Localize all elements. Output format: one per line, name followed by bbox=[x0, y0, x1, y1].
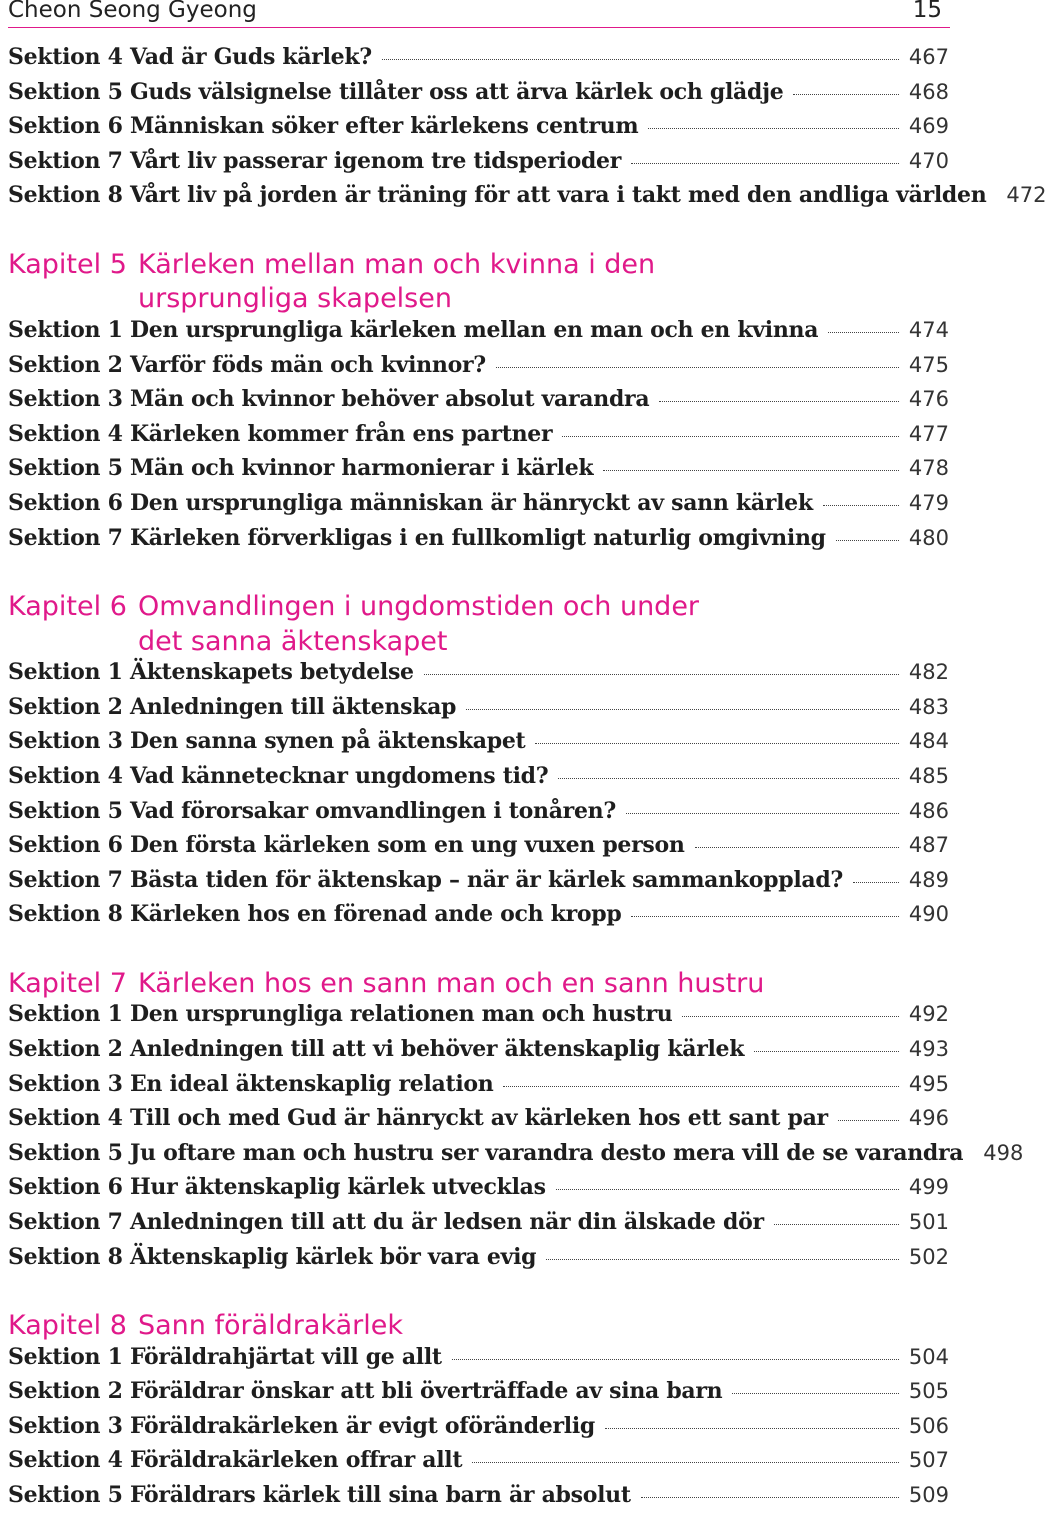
table-of-contents bbox=[8, 44, 1047, 1517]
toc-entry[interactable] bbox=[8, 148, 949, 183]
toc-entry-page: 468 bbox=[908, 79, 949, 104]
toc-entry-page: 490 bbox=[908, 902, 949, 927]
toc-entry-label: Sektion 3 Män och kvinnor behöver absolut varandra bbox=[8, 386, 650, 413]
toc-entry-label: Sektion 5 Ju oftare man och hustru ser varandra desto mera vill de se varandra bbox=[8, 1139, 964, 1166]
dot-leader bbox=[503, 1086, 898, 1087]
toc-entry[interactable] bbox=[8, 659, 949, 694]
dot-leader bbox=[472, 1462, 899, 1463]
chapter-title-continuation: ursprungliga skapelsen bbox=[138, 283, 452, 315]
toc-entry-page: 507 bbox=[908, 1448, 949, 1473]
toc-entry-label: Sektion 6 Den ursprungliga människan är hänryckt av sann kärlek bbox=[8, 489, 813, 516]
dot-leader bbox=[695, 847, 899, 848]
toc-entry-label: Sektion 1 Den ursprungliga kärleken mellan en man och en kvinna bbox=[8, 316, 819, 343]
dot-leader bbox=[732, 1393, 899, 1394]
chapter-number: Kapitel 8 bbox=[8, 1310, 127, 1342]
toc-entry-page: 475 bbox=[908, 352, 949, 377]
toc-entry-label: Sektion 4 Kärleken kommer från ens partner bbox=[8, 420, 553, 447]
toc-entry-label: Sektion 3 En ideal äktenskaplig relation bbox=[8, 1070, 494, 1097]
chapter-title: Kärleken hos en sann man och en sann hustru bbox=[138, 967, 765, 999]
toc-entry-label: Sektion 8 Vårt liv på jorden är träning för att vara i takt med den andliga världen bbox=[8, 182, 987, 209]
toc-entry[interactable] bbox=[8, 113, 949, 148]
dot-leader bbox=[424, 674, 899, 675]
toc-entry-label: Sektion 6 Människan söker efter kärlekens centrum bbox=[8, 113, 639, 140]
toc-entry[interactable] bbox=[8, 352, 949, 387]
toc-entry-label: Sektion 4 Vad är Guds kärlek? bbox=[8, 44, 372, 70]
toc-entry-page: 478 bbox=[908, 456, 949, 481]
toc-entry-label: Sektion 7 Anledningen till att du är ledsen när din älskade dör bbox=[8, 1208, 764, 1235]
dot-leader bbox=[603, 470, 899, 471]
dot-leader bbox=[546, 1259, 899, 1260]
toc-entry-label: Sektion 1 Äktenskapets betydelse bbox=[8, 659, 414, 686]
toc-entry-page: 486 bbox=[908, 798, 949, 823]
toc-entry[interactable] bbox=[8, 1413, 949, 1448]
dot-leader bbox=[682, 1016, 898, 1017]
toc-entry[interactable] bbox=[8, 1071, 949, 1106]
chapter-number: Kapitel 5 bbox=[8, 248, 127, 280]
toc-entry-label: Sektion 4 Till och med Gud är hänryckt av kärleken hos ett sant par bbox=[8, 1105, 828, 1132]
running-header-title: Cheon Seong Gyeong bbox=[8, 0, 257, 23]
dot-leader bbox=[556, 1189, 899, 1190]
toc-entry[interactable] bbox=[8, 317, 949, 352]
toc-entry[interactable] bbox=[8, 421, 949, 456]
toc-entry[interactable] bbox=[8, 728, 949, 763]
dot-leader bbox=[562, 436, 899, 437]
dot-leader bbox=[466, 709, 899, 710]
toc-entry-label: Sektion 1 Den ursprungliga relationen man och hustru bbox=[8, 1001, 673, 1028]
toc-entry-label: Sektion 5 Guds välsignelse tillåter oss att ärva kärlek och glädje bbox=[8, 78, 784, 105]
toc-entry[interactable] bbox=[8, 1105, 949, 1140]
dot-leader bbox=[853, 882, 899, 883]
toc-entry-label: Sektion 6 Hur äktenskaplig kärlek utvecklas bbox=[8, 1174, 546, 1201]
dot-leader bbox=[631, 163, 899, 164]
toc-entry[interactable] bbox=[8, 832, 949, 867]
dot-leader bbox=[774, 1224, 899, 1225]
chapter-block bbox=[8, 590, 949, 936]
toc-entry-page: 501 bbox=[908, 1209, 949, 1234]
toc-entry-page: 484 bbox=[908, 729, 949, 754]
toc-entry[interactable] bbox=[8, 490, 949, 525]
chapter-number: Kapitel 6 bbox=[8, 591, 127, 623]
toc-entry-page: 505 bbox=[908, 1379, 949, 1404]
chapter-list bbox=[8, 248, 1024, 1517]
dot-leader bbox=[496, 367, 899, 368]
toc-entry-page: 506 bbox=[908, 1413, 949, 1438]
toc-entry-label: Sektion 4 Vad kännetecknar ungdomens tid? bbox=[8, 762, 549, 789]
toc-entry-label: Sektion 2 Anledningen till äktenskap bbox=[8, 693, 457, 720]
chapter-title: Kärleken mellan man och kvinna i den bbox=[138, 248, 656, 280]
dot-leader bbox=[382, 59, 899, 60]
dot-leader bbox=[626, 813, 899, 814]
chapter-heading[interactable] bbox=[8, 967, 949, 1002]
dot-leader bbox=[823, 505, 899, 506]
toc-entry[interactable] bbox=[8, 1001, 949, 1036]
toc-entry[interactable] bbox=[8, 1036, 949, 1071]
toc-entry[interactable] bbox=[8, 1344, 949, 1379]
dot-leader bbox=[631, 916, 898, 917]
toc-entry-label: Sektion 6 Den första kärleken som en ung vuxen person bbox=[8, 832, 685, 859]
running-header bbox=[8, 0, 950, 28]
chapter-title-continuation: det sanna äktenskapet bbox=[138, 625, 448, 657]
toc-entry-page: 496 bbox=[908, 1106, 949, 1131]
toc-entry[interactable] bbox=[8, 1482, 949, 1517]
toc-entry[interactable] bbox=[8, 763, 949, 798]
dot-leader bbox=[659, 401, 899, 402]
dot-leader bbox=[754, 1051, 899, 1052]
toc-entry-label: Sektion 7 Kärleken förverkligas i en fullkomligt naturlig omgivning bbox=[8, 524, 826, 551]
toc-entry[interactable] bbox=[8, 79, 949, 114]
dot-leader bbox=[641, 1497, 899, 1498]
toc-entry-page: 504 bbox=[908, 1344, 949, 1369]
toc-entry-label: Sektion 7 Bästa tiden för äktenskap – när är kärlek sammankopplad? bbox=[8, 866, 843, 893]
chapter-title: Omvandlingen i ungdomstiden och under bbox=[138, 591, 700, 623]
dot-leader bbox=[605, 1428, 899, 1429]
toc-entry-label: Sektion 2 Varför föds män och kvinnor? bbox=[8, 351, 486, 378]
toc-entry-page: 467 bbox=[908, 45, 949, 69]
toc-entry-label: Sektion 5 Vad förorsakar omvandlingen i tonåren? bbox=[8, 797, 616, 824]
toc-entry-page: 493 bbox=[908, 1036, 949, 1061]
toc-entry-page: 479 bbox=[908, 490, 949, 515]
dot-leader bbox=[452, 1359, 899, 1360]
chapter-block bbox=[8, 967, 1024, 1278]
toc-entry-page: 485 bbox=[908, 763, 949, 788]
intro-section-list bbox=[8, 44, 1047, 217]
toc-entry-label: Sektion 2 Föräldrar önskar att bli överträffade av sina barn bbox=[8, 1378, 723, 1405]
toc-entry-label: Sektion 8 Kärleken hos en förenad ande och kropp bbox=[8, 901, 622, 928]
toc-entry-page: 487 bbox=[908, 833, 949, 858]
toc-entry-label: Sektion 3 Den sanna synen på äktenskapet bbox=[8, 728, 526, 755]
toc-entry[interactable] bbox=[8, 1447, 949, 1482]
toc-entry-page: 483 bbox=[908, 694, 949, 719]
toc-entry[interactable] bbox=[8, 798, 949, 833]
toc-entry-page: 495 bbox=[908, 1071, 949, 1096]
chapter-block bbox=[8, 248, 949, 559]
chapter-heading[interactable] bbox=[8, 1309, 949, 1344]
toc-entry-page: 509 bbox=[908, 1483, 949, 1507]
dot-leader bbox=[648, 128, 899, 129]
toc-entry-page: 482 bbox=[908, 660, 949, 685]
dot-leader bbox=[793, 94, 898, 95]
toc-entry-page: 469 bbox=[908, 114, 949, 139]
toc-entry[interactable] bbox=[8, 1378, 949, 1413]
chapter-heading[interactable] bbox=[8, 248, 949, 317]
toc-entry[interactable] bbox=[8, 1139, 1024, 1175]
dot-leader bbox=[828, 332, 899, 333]
toc-entry[interactable] bbox=[8, 694, 949, 729]
dot-leader bbox=[838, 1120, 899, 1121]
toc-entry-label: Sektion 4 Föräldrakärleken offrar allt bbox=[8, 1447, 463, 1474]
toc-entry-page: 498 bbox=[983, 1140, 1024, 1165]
chapter-block bbox=[8, 1309, 949, 1516]
chapter-title: Sann föräldrakärlek bbox=[138, 1310, 404, 1342]
toc-entry-page: 480 bbox=[908, 525, 949, 550]
toc-entry[interactable] bbox=[8, 182, 1047, 217]
toc-entry[interactable] bbox=[8, 525, 949, 560]
toc-entry-label: Sektion 2 Anledningen till att vi behöver äktenskaplig kärlek bbox=[8, 1035, 745, 1062]
dot-leader bbox=[535, 743, 898, 744]
dot-leader bbox=[836, 540, 899, 541]
toc-entry-label: Sektion 8 Äktenskaplig kärlek bör vara evig bbox=[8, 1243, 537, 1270]
toc-entry-label: Sektion 5 Män och kvinnor harmonierar i kärlek bbox=[8, 455, 594, 482]
toc-entry-label: Sektion 1 Föräldrahjärtat vill ge allt bbox=[8, 1343, 442, 1370]
toc-entry[interactable] bbox=[8, 1174, 949, 1209]
toc-entry-page: 499 bbox=[908, 1175, 949, 1200]
toc-entry[interactable] bbox=[8, 386, 949, 421]
chapter-heading[interactable] bbox=[8, 590, 949, 659]
toc-entry-label: Sektion 7 Vårt liv passerar igenom tre tidsperioder bbox=[8, 147, 622, 174]
toc-entry-page: 476 bbox=[908, 387, 949, 412]
toc-entry[interactable] bbox=[8, 901, 949, 936]
toc-entry-page: 470 bbox=[908, 148, 949, 173]
toc-entry[interactable] bbox=[8, 455, 949, 490]
toc-entry-page: 472 bbox=[1006, 183, 1047, 208]
page-number: 15 bbox=[912, 0, 942, 23]
toc-entry[interactable] bbox=[8, 867, 949, 902]
toc-entry[interactable] bbox=[8, 1209, 949, 1244]
toc-entry-page: 502 bbox=[908, 1244, 949, 1269]
toc-entry-label: Sektion 3 Föräldrakärleken är evigt oföränderlig bbox=[8, 1412, 595, 1439]
toc-entry[interactable] bbox=[8, 44, 949, 79]
toc-entry-page: 492 bbox=[908, 1002, 949, 1027]
toc-entry-page: 477 bbox=[908, 421, 949, 446]
toc-entry-page: 489 bbox=[908, 867, 949, 892]
toc-entry-page: 474 bbox=[908, 317, 949, 342]
toc-entry-label: Sektion 5 Föräldrars kärlek till sina barn är absolut bbox=[8, 1482, 631, 1508]
toc-entry[interactable] bbox=[8, 1244, 949, 1279]
dot-leader bbox=[558, 778, 899, 779]
chapter-number: Kapitel 7 bbox=[8, 967, 127, 999]
